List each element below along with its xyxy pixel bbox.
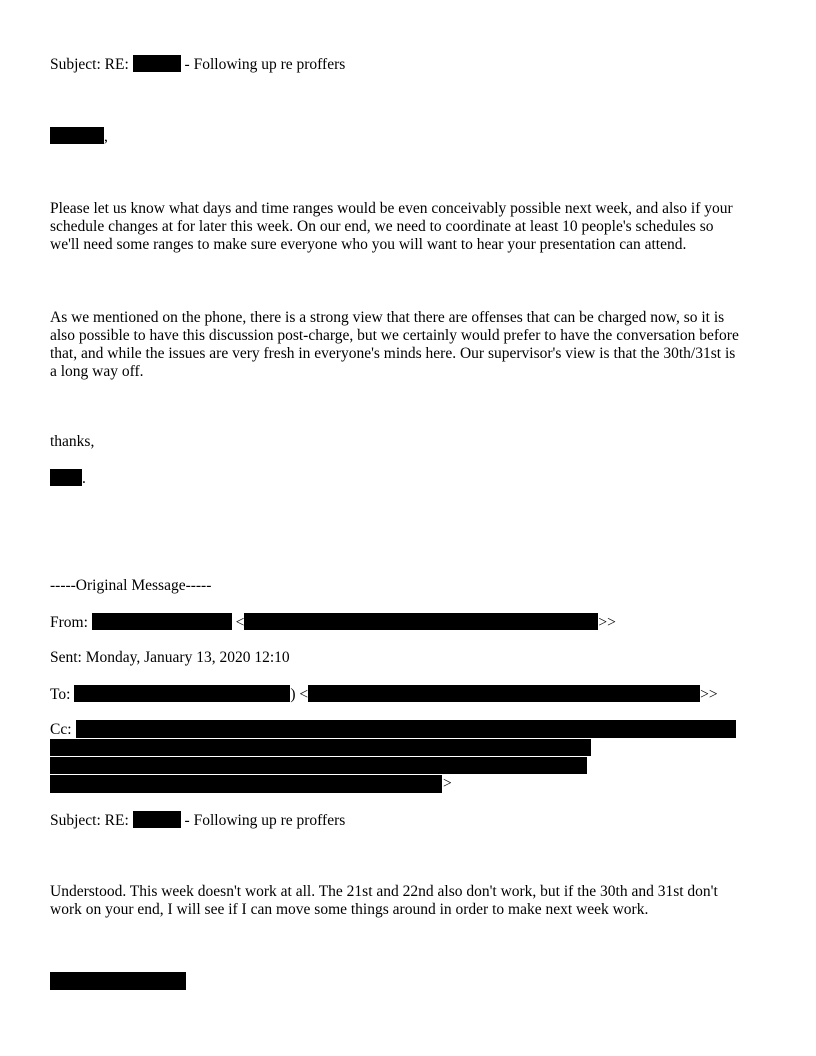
redaction-box bbox=[92, 613, 232, 630]
paragraph-line: a long way off. bbox=[50, 363, 144, 380]
paragraph-line: that, and while the issues are very fresh in everyone's minds here. Our supervisor's view is that the 30th/31st is bbox=[50, 345, 736, 362]
paragraph-2 bbox=[50, 309, 770, 381]
signature-line bbox=[50, 469, 86, 488]
from-open: < bbox=[231, 614, 245, 631]
redaction-box bbox=[76, 720, 736, 738]
to-label: To: bbox=[50, 686, 75, 703]
redaction-box bbox=[244, 613, 598, 630]
redaction-box bbox=[133, 55, 181, 72]
from-close: >> bbox=[598, 614, 616, 631]
from-line bbox=[50, 613, 616, 632]
subject-suffix: - Following up re proffers bbox=[180, 56, 346, 73]
original-body bbox=[50, 883, 770, 919]
redaction-box bbox=[50, 972, 186, 990]
signature-punct: . bbox=[82, 470, 86, 487]
redaction-box bbox=[50, 739, 591, 756]
closing-line: thanks, bbox=[50, 433, 95, 450]
redaction-box bbox=[74, 685, 290, 702]
redaction-box bbox=[50, 775, 442, 793]
cc-close: > bbox=[443, 775, 452, 792]
cc-label: Cc: bbox=[50, 721, 72, 738]
redaction-box bbox=[50, 127, 104, 144]
subject-prefix: Subject: RE: bbox=[50, 812, 133, 829]
paragraph-line: we'll need some ranges to make sure everyone who you will want to hear your presentation can attend. bbox=[50, 236, 687, 253]
subject-suffix: - Following up re proffers bbox=[180, 812, 346, 829]
from-label: From: bbox=[50, 614, 92, 631]
greeting-line bbox=[50, 127, 108, 146]
redaction-box bbox=[133, 811, 181, 828]
paragraph-line: Understood. This week doesn't work at all. The 21st and 22nd also don't work, but if the 30th and 31st don't bbox=[50, 883, 718, 900]
paragraph-line: As we mentioned on the phone, there is a strong view that there are offenses that can be charged now, so it is bbox=[50, 309, 725, 326]
paragraph-line: work on your end, I will see if I can move some things around in order to make next week work. bbox=[50, 901, 649, 918]
paragraph-line: also possible to have this discussion post-charge, but we certainly would prefer to have the conversation before bbox=[50, 327, 739, 344]
redaction-box bbox=[50, 469, 82, 486]
paragraph-line: Please let us know what days and time ranges would be even conceivably possible next week, and also if your bbox=[50, 200, 733, 217]
paragraph-1 bbox=[50, 200, 770, 254]
subject-line bbox=[50, 55, 345, 74]
redaction-box bbox=[308, 685, 700, 702]
greeting-punct: , bbox=[104, 128, 108, 145]
sent-line: Sent: Monday, January 13, 2020 12:10 bbox=[50, 649, 290, 666]
subject-prefix: Subject: RE: bbox=[50, 56, 133, 73]
to-close: >> bbox=[700, 686, 718, 703]
to-mid: ) < bbox=[290, 686, 309, 703]
to-line bbox=[50, 685, 718, 704]
original-message-separator: -----Original Message----- bbox=[50, 577, 212, 594]
redaction-box bbox=[50, 757, 587, 774]
original-subject-line bbox=[50, 811, 345, 830]
paragraph-line: schedule changes at for later this week. On our end, we need to coordinate at least 10 people's schedules so bbox=[50, 218, 714, 235]
